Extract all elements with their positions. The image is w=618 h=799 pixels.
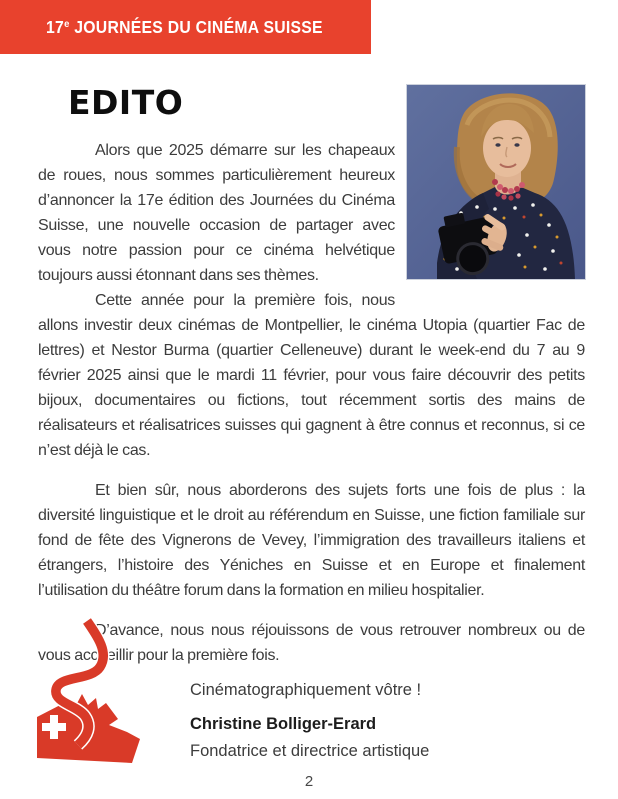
header-banner — [0, 0, 371, 54]
paragraph-themes: Et bien sûr, nous aborderons des sujets forts une fois de plus : la diversité linguistique et le droit au référendum en Suisse, une fiction familiale sur fond de fête des Vignerons de Vevey, l’immigration des travailleurs italiens et étrangers, l’histoire des Yéniches en Suisse et en Europe et finalement l’utilisation du théâtre forum dans la formation en milieu hospitalier. — [38, 482, 585, 599]
festival-title-text: JOURNÉES DU CINÉMA SUISSE — [74, 16, 323, 37]
film-strip-mountain-icon — [35, 617, 141, 764]
portrait-illustration — [407, 85, 585, 279]
festival-logo — [35, 617, 141, 764]
festival-edition-number: 17 — [46, 16, 65, 37]
page-title: EDITO — [68, 83, 184, 122]
signer-role: Fondatrice et directrice artistique — [190, 742, 430, 760]
paragraph-cinemas: Cette année pour la première fois, nous allons investir deux cinémas de Montpellier, le cinéma Utopia (quartier Fac de lettres) et Nestor Burma (quartier Celleneuve) durant le week-end du 7 au 9 février 2025 ainsi que le mardi 11 février, pour vous faire découvrir des petits bijoux, documentaires ou fictions, tout récemment sortis des mains de réalisateurs et réalisatrices suisses qui gagnent à être connus et reconnus, si ce n’est déjà le cas. — [38, 292, 585, 459]
festival-edition-ordinal: e — [64, 17, 70, 30]
signer-name: Christine Bolliger-Erard — [190, 715, 377, 733]
paragraph-welcome: D’avance, nous nous réjouissons de vous retrouver nombreux ou de vous accueillir pour la première fois. — [38, 622, 585, 664]
paragraph-intro: Alors que 2025 démarre sur les chapeaux de roues, nous sommes particulièrement heureux d’annoncer la 17e édition des Journées du Cinéma Suisse, une nouvelle occasion de partager avec vous notre passion pour ce cinéma helvétique toujours aussi étonnant dans ses thèmes. — [38, 142, 395, 284]
festival-title — [46, 17, 323, 38]
closing-salutation: Cinématographiquement vôtre ! — [190, 681, 422, 699]
page-number: 2 — [304, 773, 314, 790]
portrait-photo — [407, 85, 585, 279]
signature-block — [190, 678, 585, 763]
